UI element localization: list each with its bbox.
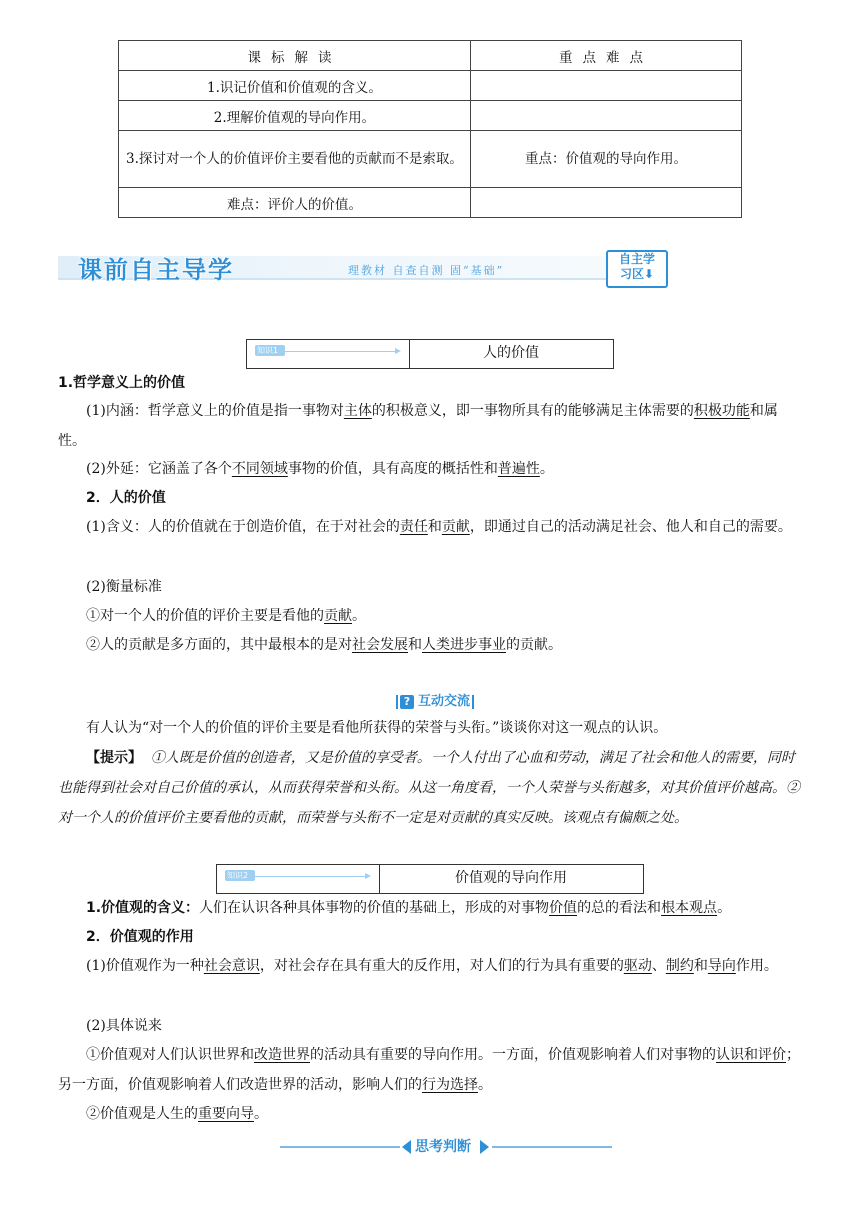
underlined-term: 普遍性	[497, 461, 540, 477]
term-heading: 1.价值观的含义：	[86, 900, 200, 916]
underlined-term: 根本观点	[661, 900, 718, 916]
text: (2)外延：它涵盖了各个	[86, 461, 232, 477]
text: 。	[717, 900, 732, 916]
paragraph	[58, 1099, 803, 1129]
table-cell: 3.探讨对一个人的价值评价主要看他的贡献而不是索取。	[119, 131, 471, 188]
paragraph	[58, 454, 803, 484]
text: (1)含义：人的价值就在于创造价值，在于对社会的	[86, 519, 400, 535]
text: 。	[478, 1077, 492, 1093]
arrow-icon	[365, 873, 371, 879]
tip-text: ①人既是价值的创造者，又是价值的享受者。一个人付出了心血和劳动，满足了社会和他人的需要，同时也能得到社会对自己价值的承认，从而获得荣誉和头衔。从这一角度看，一个人荣誉与头衔越多，对其价值评价越高。②对一个人的价值评价主要看他的贡献，而荣誉与头衔不一定是对贡献的真实反映。该观点有偏颇之处。	[58, 750, 800, 826]
table-cell: 难点：评价人的价值。	[119, 188, 471, 218]
table-cell-key-point: 重点：价值观的导向作用。	[471, 131, 742, 188]
heading: 2．人的价值	[86, 490, 166, 506]
table-cell	[471, 71, 742, 101]
table-cell: 2.理解价值观的导向作用。	[119, 101, 471, 131]
arrow-line	[285, 351, 395, 352]
underlined-term: 不同领域	[231, 461, 288, 477]
paragraph	[58, 893, 803, 923]
underlined-term: 改造世界	[254, 1047, 310, 1063]
text: ②价值观是人生的	[86, 1106, 198, 1122]
paragraph	[58, 601, 803, 631]
paragraph	[58, 630, 803, 660]
self-study-badge	[606, 250, 668, 288]
text: 的总的看法和	[577, 900, 662, 916]
text: ①价值观对人们认识世界和	[86, 1047, 254, 1063]
underlined-term: 价值	[549, 900, 578, 916]
underlined-term: 导向	[707, 958, 736, 974]
section-header-value	[246, 339, 614, 369]
section-header-values-guide	[216, 864, 644, 894]
text: 和	[427, 519, 442, 535]
section-title: 价值观的导向作用	[455, 870, 567, 886]
text: (1)价值观作为一种	[86, 958, 204, 974]
paragraph	[58, 951, 803, 981]
arrow-line	[255, 876, 365, 877]
badge-line: 自主学	[618, 252, 655, 266]
text: (1)内涵：哲学意义上的价值是指一事物对	[86, 403, 344, 419]
table-cell	[471, 101, 742, 131]
text: 的贡献。	[506, 637, 562, 653]
think-judge-label: 思考判断	[415, 1139, 471, 1155]
underlined-term: 贡献	[441, 519, 470, 535]
text: 作用。	[735, 958, 778, 974]
bar-decoration	[472, 695, 474, 709]
text: ，对社会存在具有重大的反作用，对人们的行为具有重要的	[259, 958, 624, 974]
text: 、	[651, 958, 666, 974]
text: 。	[254, 1106, 268, 1122]
arrow-icon	[395, 348, 401, 354]
underlined-term: 认识和评价	[716, 1047, 786, 1063]
table-cell: 1.识记价值和价值观的含义。	[119, 71, 471, 101]
section-title: 人的价值	[483, 345, 539, 361]
interact-question: 有人认为“对一个人的价值的评价主要是看他所获得的荣誉与头衔。”谈谈你对这一观点的认识。	[86, 720, 668, 736]
text: 事物的价值，具有高度的概括性和	[287, 461, 498, 477]
table-header-standards: 课标解读	[119, 41, 471, 71]
underlined-term: 贡献	[324, 608, 352, 624]
interact-tip	[58, 743, 803, 833]
text: ，即通过自己的活动满足社会、他人和自己的需要。	[469, 519, 792, 535]
text: 和	[408, 637, 422, 653]
right-triangle-icon	[480, 1140, 489, 1154]
paragraph	[58, 512, 803, 542]
badge-line: 习区⬇	[619, 267, 655, 281]
interact-title: 互动交流	[418, 694, 471, 709]
banner-title: 课前自主导学	[78, 256, 234, 284]
underlined-term: 社会发展	[352, 637, 408, 653]
paragraph	[58, 1040, 803, 1100]
knowledge-pill: 知识1	[255, 345, 285, 356]
knowledge-pill: 知识2	[225, 870, 255, 881]
bar-decoration	[396, 695, 398, 709]
underlined-term: 人类进步事业	[422, 637, 506, 653]
text: 的活动具有重要的导向作用。一方面，价值观影响着人们对事物的	[310, 1047, 716, 1063]
text: 和属性。	[58, 403, 778, 449]
heading: 2．价值观的作用	[86, 929, 194, 945]
banner-subtitle: 理教材 自查自测 固“基础”	[348, 264, 505, 277]
divider-line	[280, 1146, 400, 1148]
text: ①对一个人的价值的评价主要是看他的	[86, 608, 324, 624]
underlined-term: 驱动	[623, 958, 652, 974]
table-cell	[471, 188, 742, 218]
underlined-term: 制约	[665, 958, 694, 974]
underlined-term: 社会意识	[203, 958, 260, 974]
section-header-tag	[217, 865, 380, 893]
objectives-table	[118, 40, 742, 218]
text: ；另一方面，价值观影响着人们改造世界的活动，影响人们的	[58, 1047, 800, 1093]
underlined-term: 行为选择	[422, 1077, 478, 1093]
text: 人们在认识各种具体事物的价值的基础上，形成的对事物	[199, 900, 550, 916]
text: 。	[352, 608, 366, 624]
section-header-tag	[247, 340, 410, 368]
paragraph: (2)衡量标准	[86, 579, 162, 595]
text: 。	[539, 461, 554, 477]
underlined-term: 责任	[399, 519, 428, 535]
paragraph	[58, 396, 803, 456]
text: ②人的贡献是多方面的，其中最根本的是对	[86, 637, 352, 653]
table-header-keypoints: 重点难点	[471, 41, 742, 71]
divider-line	[492, 1146, 612, 1148]
tip-label: 【提示】	[86, 750, 142, 766]
text: 的积极意义，即一事物所具有的能够满足主体需要的	[371, 403, 694, 419]
section-banner	[58, 248, 668, 288]
question-icon: ?	[400, 695, 414, 709]
underlined-term: 积极功能	[693, 403, 750, 419]
heading: 1.哲学意义上的价值	[58, 375, 186, 391]
interact-heading	[394, 690, 476, 709]
left-triangle-icon	[402, 1140, 411, 1154]
text: 和	[693, 958, 708, 974]
underlined-term: 重要向导	[198, 1106, 254, 1122]
underlined-term: 主体	[343, 403, 372, 419]
paragraph: (2)具体说来	[86, 1018, 162, 1034]
think-judge-divider	[280, 1136, 610, 1156]
